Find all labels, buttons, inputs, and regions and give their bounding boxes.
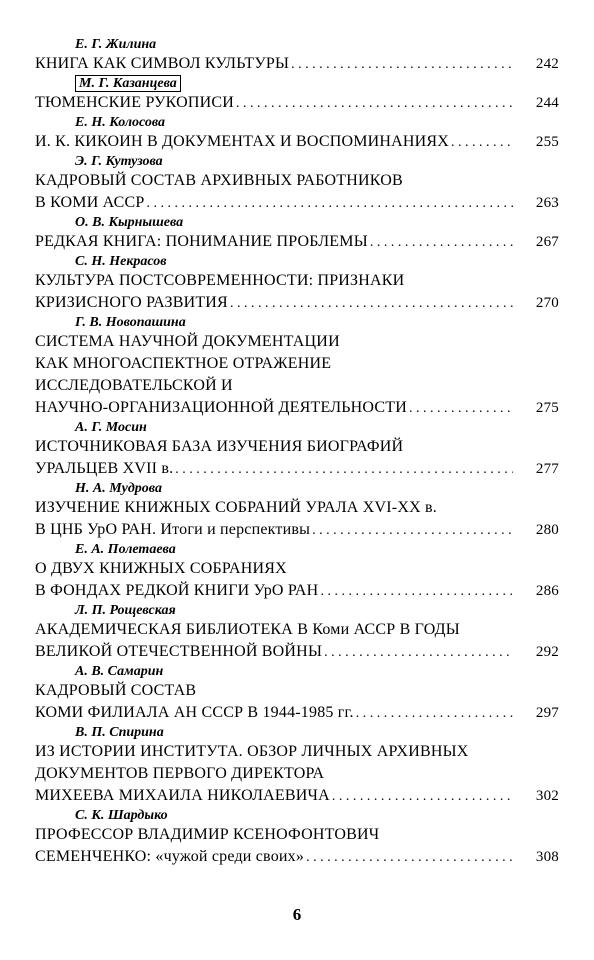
toc-title-line [35,846,559,868]
toc-entry [35,480,559,541]
toc-author [35,807,559,824]
toc-entry [35,114,559,153]
toc-entry [35,724,559,807]
toc-page-number: 292 [535,644,559,660]
title-text: В ЦНБ УрО РАН. Итоги и перспективы [35,521,311,538]
toc-title-line [35,824,559,846]
toc-title-line [35,741,559,763]
toc-title-line [35,375,559,397]
toc-page-number: 255 [535,134,559,150]
dot-leader [175,459,513,481]
toc-author [35,75,559,92]
toc-entry [35,419,559,480]
author-name: М. Г. Казанцева [75,75,181,92]
author-name: О. В. Кырнышева [75,215,184,230]
dot-leader [320,581,513,603]
toc-title-line [35,170,559,192]
toc-title-line [35,331,559,353]
toc-author [35,214,559,231]
toc-entry [35,153,559,214]
toc-title-line [35,192,559,214]
dot-leader [370,232,513,254]
title-text: В ФОНДАХ РЕДКОЙ КНИГИ УрО РАН [35,582,319,599]
dot-leader [451,132,513,154]
dot-leader [312,520,513,542]
toc-page-number: 263 [535,195,559,211]
author-name: С. Н. Некрасов [75,254,167,269]
author-name: Э. Г. Кутузова [75,154,163,169]
dot-leader [236,93,513,115]
toc-title-line [35,519,559,541]
author-name: Е. А. Полетаева [75,542,176,557]
dot-leader [332,786,513,808]
toc-title-line [35,763,559,785]
toc-page-number: 280 [535,522,559,538]
toc-author [35,114,559,131]
title-text: КРИЗИСНОГО РАЗВИТИЯ [35,294,228,311]
dot-leader [230,293,513,315]
title-text: МИХЕЕВА МИХАИЛА НИКОЛАЕВИЧА [35,787,330,804]
toc-title-line [35,397,559,419]
toc-title-line [35,53,559,75]
toc-title-line [35,231,559,253]
toc-author [35,36,559,53]
toc-title-line [35,619,559,641]
toc-page-number: 308 [535,849,559,865]
toc-page-number: 242 [535,56,559,72]
toc-author [35,724,559,741]
title-text: ИЗУЧЕНИЕ КНИЖНЫХ СОБРАНИЙ УРАЛА XVI-XX в. [35,499,437,516]
author-name: Л. П. Рощевская [75,603,176,618]
title-text: ИЗ ИСТОРИИ ИНСТИТУТА. ОБЗОР ЛИЧНЫХ АРХИВНЫХ [35,743,469,760]
toc-entry [35,602,559,663]
table-of-contents [35,36,559,868]
toc-title-line [35,702,559,724]
title-text: НАУЧНО-ОРГАНИЗАЦИОННОЙ ДЕЯТЕЛЬНОСТИ [35,399,407,416]
author-name: Е. Н. Колосова [75,115,166,130]
title-text: ДОКУМЕНТОВ ПЕРВОГО ДИРЕКТОРА [35,765,325,782]
toc-page-number: 270 [535,295,559,311]
toc-page-number: 302 [535,788,559,804]
title-text: КНИГА КАК СИМВОЛ КУЛЬТУРЫ [35,55,290,72]
dot-leader [291,54,513,76]
title-text: КАДРОВЫЙ СОСТАВ АРХИВНЫХ РАБОТНИКОВ [35,172,403,189]
author-name: Н. А. Мудрова [75,481,162,496]
toc-entry [35,314,559,419]
toc-entry [35,36,559,75]
author-name: Г. В. Новопашина [75,315,186,330]
title-text: В КОМИ АССР [35,194,145,211]
title-text: РЕДКАЯ КНИГА: ПОНИМАНИЕ ПРОБЛЕМЫ [35,233,368,250]
title-text: И. К. КИКОИН В ДОКУМЕНТАХ И ВОСПОМИНАНИЯХ [35,133,450,150]
toc-entry [35,214,559,253]
toc-page-number: 244 [535,95,559,111]
author-name: А. В. Самарин [75,664,164,679]
toc-page-number: 267 [535,234,559,250]
toc-title-line [35,641,559,663]
dot-leader [356,703,513,725]
toc-author [35,253,559,270]
toc-title-line [35,497,559,519]
toc-author [35,419,559,436]
title-text: КУЛЬТУРА ПОСТСОВРЕМЕННОСТИ: ПРИЗНАКИ [35,272,405,289]
toc-page-number: 297 [535,705,559,721]
toc-title-line [35,680,559,702]
title-text: СЕМЕНЧЕНКО: «чужой среди своих» [35,848,305,865]
title-text: КАК МНОГОАСПЕКТНОЕ ОТРАЖЕНИЕ [35,355,332,372]
title-text: ИСТОЧНИКОВАЯ БАЗА ИЗУЧЕНИЯ БИОГРАФИЙ [35,438,404,455]
dot-leader [146,193,513,215]
toc-title-line [35,353,559,375]
toc-title-line [35,580,559,602]
toc-title-line [35,270,559,292]
toc-title-line [35,92,559,114]
toc-author [35,314,559,331]
toc-page-number: 286 [535,583,559,599]
title-text: АКАДЕМИЧЕСКАЯ БИБЛИОТЕКА В Коми АССР В ГОДЫ [35,621,460,638]
toc-title-line [35,458,559,480]
toc-author [35,602,559,619]
toc-title-line [35,436,559,458]
toc-page-number: 275 [535,400,559,416]
toc-author [35,663,559,680]
author-name: Е. Г. Жилина [75,37,157,52]
dot-leader [306,847,513,869]
toc-title-line [35,558,559,580]
toc-author [35,541,559,558]
title-text: КАДРОВЫЙ СОСТАВ [35,682,197,699]
toc-entry [35,807,559,868]
toc-title-line [35,785,559,807]
author-name: С. К. Шардыко [75,808,168,823]
title-text: ВЕЛИКОЙ ОТЕЧЕСТВЕННОЙ ВОЙНЫ [35,643,323,660]
toc-author [35,480,559,497]
toc-entry [35,75,559,114]
title-text: СИСТЕМА НАУЧНОЙ ДОКУМЕНТАЦИИ [35,333,340,350]
toc-page-number: 277 [535,461,559,477]
author-name: А. Г. Мосин [75,420,147,435]
toc-entry [35,253,559,314]
title-text: ПРОФЕССОР ВЛАДИМИР КСЕНОФОНТОВИЧ [35,826,380,843]
title-text: УРАЛЬЦЕВ XVII в. [35,460,174,477]
title-text: ИССЛЕДОВАТЕЛЬСКОЙ И [35,377,233,394]
dot-leader [324,642,513,664]
title-text: КОМИ ФИЛИАЛА АН СССР В 1944-1985 гг. [35,704,354,721]
toc-author [35,153,559,170]
author-name: В. П. Спирина [75,725,164,740]
dot-leader [409,398,513,420]
toc-entry [35,541,559,602]
page-number: 6 [292,905,302,924]
toc-title-line [35,292,559,314]
toc-entry [35,663,559,724]
title-text: ТЮМЕНСКИЕ РУКОПИСИ [35,94,235,111]
toc-title-line [35,131,559,153]
title-text: О ДВУХ КНИЖНЫХ СОБРАНИЯХ [35,560,287,577]
